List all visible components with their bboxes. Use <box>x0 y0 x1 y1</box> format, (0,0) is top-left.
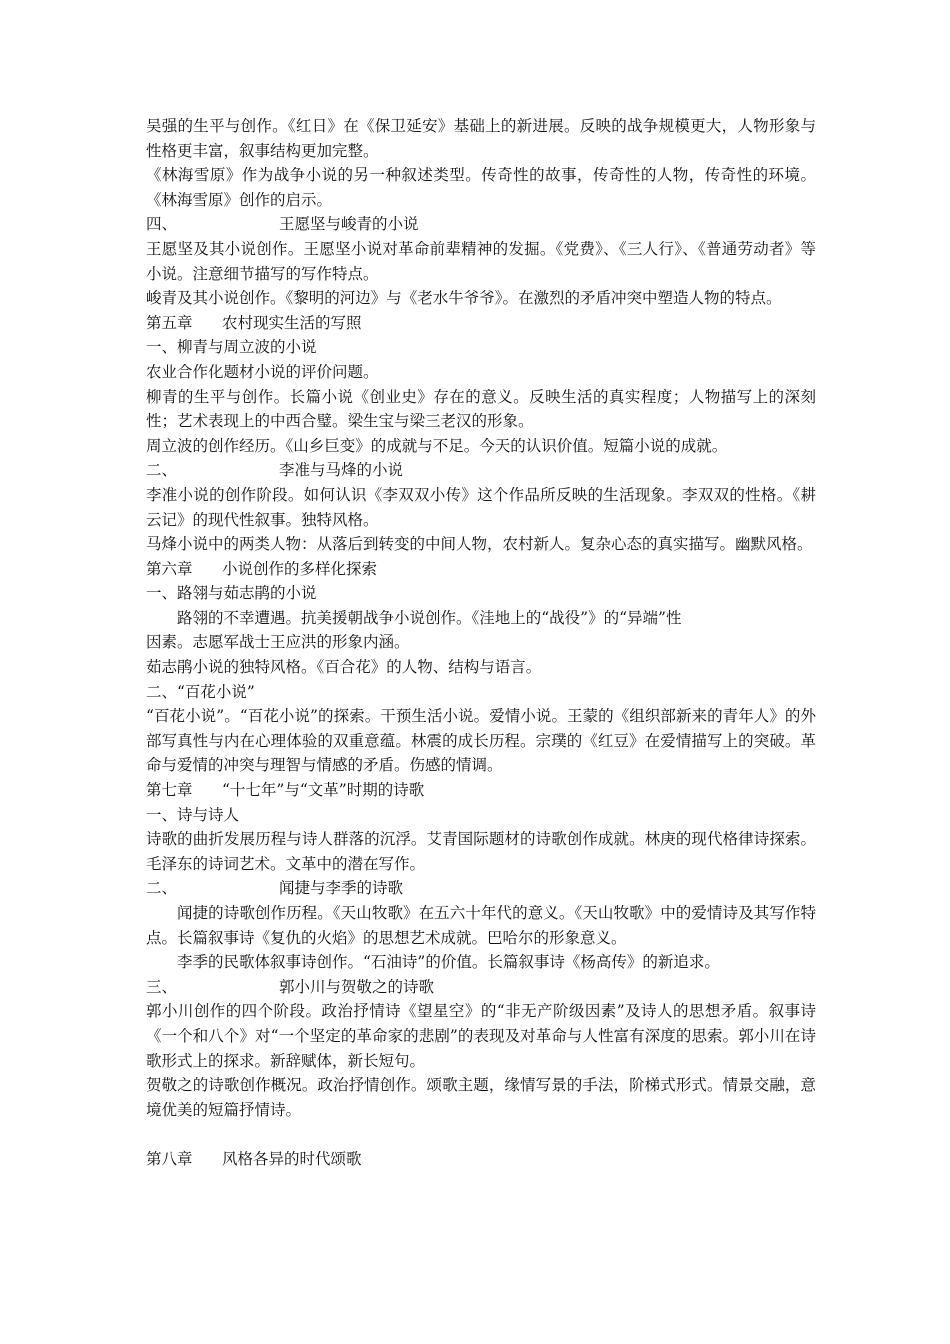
paragraph: 吴强的生平与创作。《红日》在《保卫延安》基础上的新进展。反映的战争规模更大，人物形象与性格更丰富，叙事结构更加完整。 <box>146 117 816 160</box>
paragraph: 李准小说的创作阶段。如何认识《李双双小传》这个作品所反映的生活现象。李双双的性格。《耕云记》的现代性叙事。独特风格。 <box>146 485 816 529</box>
chapter-heading <box>146 557 816 582</box>
heading-title: 闻捷与李季的诗歌 <box>279 879 404 898</box>
heading-number: 第八章 <box>146 1149 193 1168</box>
heading-number: 第六章 <box>146 559 193 578</box>
section-heading <box>146 458 816 483</box>
paragraph: 郭小川创作的四个阶段。政治抒情诗《望星空》的“非无产阶级因素”及诗人的思想矛盾。叙事诗《一个和八个》对“一个坚定的革命家的悲剧”的表现及对革命与人性富有深度的思索。郭小川在诗歌形式上的探求。新辞赋体，新长短句。 <box>146 1002 816 1070</box>
heading-number: 三、 <box>146 977 178 996</box>
chapter-heading <box>146 311 816 336</box>
chapter-heading <box>146 778 816 803</box>
heading-number: 二、 <box>146 879 178 898</box>
paragraph: 峻青及其小说创作。《黎明的河边》与《老水牛爷爷》。在激烈的矛盾冲突中塑造人物的特点。 <box>146 289 782 308</box>
heading-title: 农村现实生活的写照 <box>222 313 362 332</box>
paragraph: 贺敬之的诗歌创作概况。政治抒情创作。颂歌主题，缘情写景的手法，阶梯式形式。情景交融，意境优美的短篇抒情诗。 <box>146 1076 816 1119</box>
paragraph: “百花小说”。“百花小说”的探索。干预生活小说。爱情小说。王蒙的《组织部新来的青年人》的外部写真性与内在心理体验的双重意蕴。林震的成长历程。宗璞的《红豆》在爱情描写上的突破。革命与爱情的冲突与理智与情感的矛盾。伤感的情调。 <box>146 707 816 775</box>
paragraph: 柳青的生平与创作。长篇小说《创业史》存在的意义。反映生活的真实程度；人物描写上的深刻性；艺术表现上的中西合璧。梁生宝与梁三老汉的形象。 <box>146 387 816 431</box>
paragraph: 一、诗与诗人 <box>146 805 240 824</box>
heading-number: 二、 <box>146 461 178 480</box>
paragraph: 一、柳青与周立波的小说 <box>146 338 317 357</box>
paragraph: 闻捷的诗歌创作历程。《天山牧歌》在五六十年代的意义。《天山牧歌》中的爱情诗及其写作特点。长篇叙事诗《复仇的火焰》的思想艺术成就。巴哈尔的形象意义。 <box>146 904 816 947</box>
paragraph: 二、“百花小说” <box>146 682 255 701</box>
paragraph: 茹志鹃小说的独特风格。《百合花》的人物、结构与语言。 <box>146 658 542 677</box>
chapter-heading <box>146 1147 816 1172</box>
section-heading <box>146 975 816 1000</box>
paragraph: 一、路翎与茹志鹃的小说 <box>146 584 317 603</box>
paragraph: 农业合作化题材小说的评价问题。 <box>146 362 379 381</box>
paragraph: 因素。志愿军战士王应洪的形象内涵。 <box>146 633 410 652</box>
paragraph: 王愿坚及其小说创作。王愿坚小说对革命前辈精神的发掘。《党费》、《三人行》、《普通劳动者》等小说。注意细节描写的写作特点。 <box>146 239 816 283</box>
heading-title: 王愿坚与峻青的小说 <box>279 215 419 234</box>
heading-number: 第七章 <box>146 781 193 800</box>
section-heading <box>146 212 816 237</box>
heading-number: 四、 <box>146 215 178 234</box>
paragraph: 诗歌的曲折发展历程与诗人群落的沉浮。艾青国际题材的诗歌创作成就。林庚的现代格律诗探索。毛泽东的诗词艺术。文革中的潜在写作。 <box>146 830 816 873</box>
paragraph: 路翎的不幸遭遇。抗美援朝战争小说创作。《洼地上的“战役”》的“异端”性 <box>177 608 682 627</box>
paragraph: 《林海雪原》作为战争小说的另一种叙述类型。传奇性的故事，传奇性的人物，传奇性的环境。《林海雪原》创作的启示。 <box>146 166 816 209</box>
paragraph: 李季的民歌体叙事诗创作。“石油诗”的价值。长篇叙事诗《杨高传》的新追求。 <box>177 953 720 972</box>
heading-title: 郭小川与贺敬之的诗歌 <box>279 977 435 996</box>
paragraph: 周立波的创作经历。《山乡巨变》的成就与不足。今天的认识价值。短篇小说的成就。 <box>146 436 728 455</box>
blank-line <box>146 1122 816 1147</box>
paragraph: 马烽小说中的两类人物：从落后到转变的中间人物，农村新人。复杂心态的真实描写。幽默风格。 <box>146 535 813 554</box>
heading-number: 第五章 <box>146 313 193 332</box>
heading-title: “十七年”与“文革”时期的诗歌 <box>222 781 425 800</box>
heading-title: 小说创作的多样化探索 <box>222 559 378 578</box>
heading-title: 李准与马烽的小说 <box>279 461 404 480</box>
document-page <box>146 114 816 1172</box>
section-heading <box>146 876 816 901</box>
heading-title: 风格各异的时代颂歌 <box>222 1149 362 1168</box>
